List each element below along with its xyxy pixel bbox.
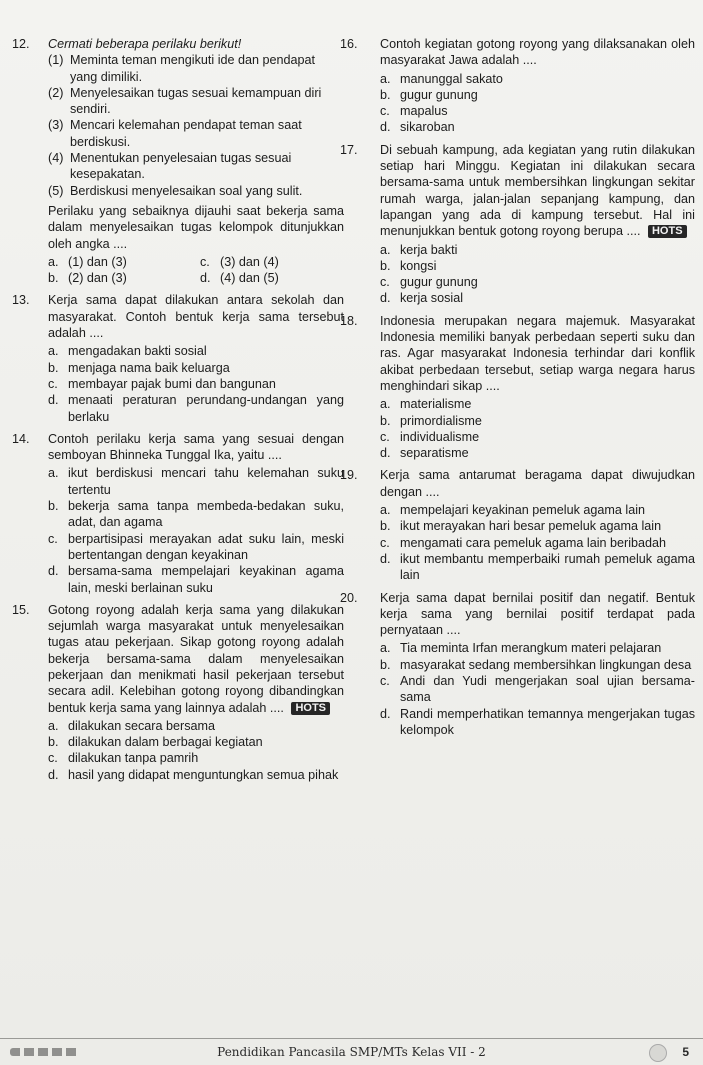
hots-badge: HOTS [291, 702, 330, 715]
question-13 [12, 292, 344, 424]
answer-options [380, 242, 695, 307]
question-stem: Gotong royong adalah kerja sama yang dilakukan sejumlah warga masyarakat untuk menyelesaikan tugas atau pekerjaan. Sikap gotong royong adalah bekerja bersama-sama dalam menyelesaikan pekerjaan dan menikmati hasil pekerjaan tersebut secara adil. Kelebihan gotong royong dibandingkan bentuk kerja sama yang lainnya adalah .... HOTS [48, 602, 344, 715]
option-b[interactable]: b. dilakukan dalam berbagai kegiatan [48, 735, 263, 750]
option-b[interactable]: b. gugur gunung [380, 87, 478, 102]
option-c[interactable]: c. dilakukan tanpa pamrih [48, 751, 199, 766]
question-stem: Contoh perilaku kerja sama yang sesuai dengan semboyan Bhinneka Tunggal Ika, yaitu .... [48, 431, 344, 463]
question-number: 15. [12, 602, 30, 617]
question-stem: Indonesia merupakan negara majemuk. Masyarakat Indonesia memiliki banyak perbedaan seperti suku dan ras. Agar masyarakat Indonesia terhindar dari konflik akibat perbedaan tersebut, setiap warga negara harus menghindari sikap .... [380, 313, 695, 393]
option-c[interactable]: c. berpartisipasi merayakan adat suku lain, meski bertentangan dengan keyakinan [48, 531, 344, 562]
option-c[interactable]: c. mapalus [380, 104, 448, 119]
option-a[interactable]: a. mengadakan bakti sosial [48, 344, 207, 359]
question-16 [340, 36, 695, 136]
option-d[interactable]: d. kerja sosial [380, 291, 463, 306]
page-marker-icon [649, 1044, 667, 1062]
option-c[interactable]: c. Andi dan Yudi mengerjakan soal ujian bersama-sama [380, 673, 695, 705]
option-b[interactable]: b. kongsi [380, 258, 437, 273]
option-a[interactable]: a. manunggal sakato [380, 71, 503, 86]
option-d[interactable]: d. Randi memperhatikan temannya mengerjakan tugas kelompok [380, 706, 695, 737]
question-number: 20. [340, 590, 358, 605]
question-18 [340, 313, 695, 462]
option-c[interactable]: c. membayar pajak bumi dan bangunan [48, 376, 276, 391]
answer-options [380, 502, 695, 583]
answer-options [380, 396, 695, 461]
option-a[interactable]: a. (1) dan (3) [48, 254, 127, 269]
answer-options [48, 465, 344, 595]
option-b[interactable]: b. bekerja sama tanpa membeda-bedakan suku, adat, dan agama [48, 499, 344, 530]
answer-options [380, 640, 695, 738]
option-c[interactable]: c. gugur gunung [380, 275, 478, 290]
question-number: 17. [340, 142, 358, 157]
question-number: 12. [12, 37, 30, 51]
page-footer [0, 1038, 703, 1065]
footer-decoration [10, 1048, 80, 1056]
page-number: 5 [682, 1045, 689, 1059]
question-number: 18. [340, 313, 358, 328]
statement-2: (2) Menyelesaikan tugas sesuai kemampuan diri sendiri. [48, 85, 322, 117]
footer-title: Pendidikan Pancasila SMP/MTs Kelas VII - 2 [217, 1045, 486, 1059]
question-stem: Contoh kegiatan gotong royong yang dilaksanakan oleh masyarakat Jawa adalah .... [380, 37, 695, 68]
left-column [12, 36, 344, 789]
question-stem: Kerja sama dapat bernilai positif dan negatif. Bentuk kerja sama yang bernilai positif terdapat pada pernyataan .... [380, 590, 695, 638]
question-15 [12, 602, 344, 783]
option-a[interactable]: a. mempelajari keyakinan pemeluk agama lain [380, 503, 646, 518]
option-d[interactable]: d. separatisme [380, 446, 469, 461]
hots-badge: HOTS [648, 225, 687, 238]
option-b[interactable]: b. masyarakat sedang membersihkan lingkungan desa [380, 657, 692, 672]
statement-4: (4) Menentukan penyelesaian tugas sesuai kesepakatan. [48, 151, 292, 182]
statement-5: (5) Berdiskusi menyelesaikan soal yang sulit. [48, 183, 303, 198]
option-c[interactable]: c. (3) dan (4) [200, 254, 279, 269]
option-d[interactable]: d. hasil yang didapat menguntungkan semua pihak [48, 767, 339, 782]
option-a[interactable]: a. Tia meminta Irfan merangkum materi pelajaran [380, 641, 662, 656]
answer-options [48, 343, 344, 424]
question-20 [340, 590, 695, 739]
question-12 [12, 36, 344, 286]
option-c[interactable]: c. individualisme [380, 429, 480, 444]
question-stem: Kerja sama antarumat beragama dapat diwujudkan dengan .... [380, 468, 695, 499]
question-stem: Cermati beberapa perilaku berikut! [48, 37, 242, 51]
option-b[interactable]: b. menjaga nama baik keluarga [48, 360, 230, 375]
statement-3: (3) Mencari kelemahan pendapat teman saat berdiskusi. [48, 118, 302, 149]
question-number: 16. [340, 37, 358, 51]
statement-1: (1) Meminta teman mengikuti ide dan pendapat yang dimiliki. [48, 53, 316, 84]
question-stem: Kerja sama dapat dilakukan antara sekolah dan masyarakat. Contoh bentuk kerja sama tersebut adalah .... [48, 293, 344, 341]
question-19 [340, 467, 695, 583]
option-a[interactable]: a. dilakukan secara bersama [48, 718, 216, 733]
option-d[interactable]: d. (4) dan (5) [200, 271, 279, 286]
answer-options [48, 718, 344, 783]
question-stem: Di sebuah kampung, ada kegiatan yang rutin dilakukan setiap hari Minggu. Kegiatan ini dilakukan secara bersama-sama untuk membersihkan lingkungan sekitar rumah warga, jalan-jalan sepanjang kampung, dan lapangan yang ada di kampung tersebut. Hal ini menunjukkan bentuk gotong royong berupa .... HOTS [380, 142, 695, 239]
option-d[interactable]: d. bersama-sama mempelajari keyakinan agama lain, meski berlainan suku [48, 564, 344, 595]
answer-options [380, 71, 695, 136]
question-number: 14. [12, 431, 30, 446]
option-b[interactable]: b. ikut merayakan hari besar pemeluk agama lain [380, 519, 662, 534]
question-tail: Perilaku yang sebaiknya dijauhi saat bekerja sama dalam menyelesaikan tugas kelompok ditunjukkan oleh angka .... [48, 203, 344, 251]
question-17 [340, 142, 695, 307]
option-c[interactable]: c. mengamati cara pemeluk agama lain beribadah [380, 535, 667, 550]
option-a[interactable]: a. ikut berdiskusi mencari tahu kelemahan suku tertentu [48, 466, 344, 497]
option-b[interactable]: b. primordialisme [380, 413, 482, 428]
option-a[interactable]: a. materialisme [380, 397, 472, 412]
question-14 [12, 431, 344, 596]
right-column [340, 36, 695, 744]
option-d[interactable]: d. menaati peraturan perundang-undangan yang berlaku [48, 393, 344, 424]
question-number: 19. [340, 468, 358, 483]
option-d[interactable]: d. ikut membantu memperbaiki rumah pemeluk agama lain [380, 551, 695, 583]
question-number: 13. [12, 293, 30, 308]
option-d[interactable]: d. sikaroban [380, 120, 455, 135]
answer-options [48, 254, 344, 287]
option-a[interactable]: a. kerja bakti [380, 242, 458, 257]
option-b[interactable]: b. (2) dan (3) [48, 271, 127, 286]
